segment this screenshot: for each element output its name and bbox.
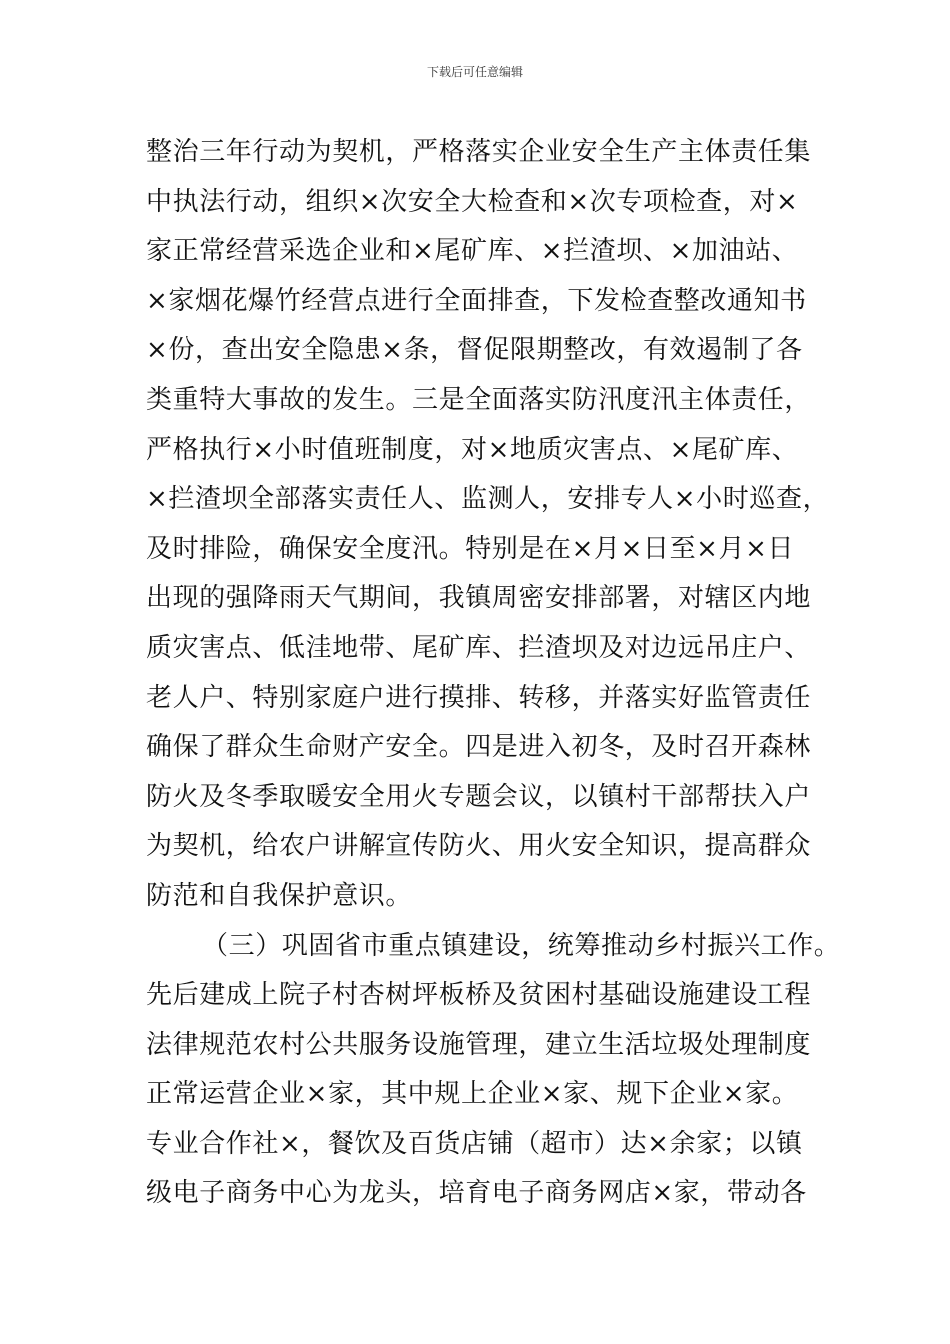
text-line: 先后建成上院子村杏树坪板桥及贫困村基础设施建设工程 bbox=[146, 980, 812, 1011]
text-line: 为契机，给农户讲解宣传防火、用火安全知识，提高群众 bbox=[146, 831, 812, 862]
text-line: 整治三年行动为契机，严格落实企业安全生产主体责任集 bbox=[146, 137, 812, 167]
text-line: 防范和自我保护意识。 bbox=[146, 880, 413, 911]
text-line: 质灾害点、低洼地带、尾矿库、拦渣坝及对边远吊庄户、 bbox=[146, 632, 812, 663]
text-line: 级电子商务中心为龙头，培育电子商务网店×家，带动各 bbox=[146, 1178, 807, 1209]
text-line: 确保了群众生命财产安全。四是进入初冬，及时召开森林 bbox=[146, 732, 812, 763]
page-header: 下载后可任意编辑 bbox=[426, 65, 523, 79]
text-line: 中执法行动，组织×次安全大检查和×次专项检查，对× bbox=[146, 186, 799, 217]
text-line: 类重特大事故的发生。三是全面落实防汛度汛主体责任， bbox=[146, 384, 812, 415]
text-line: 法律规范农村公共服务设施管理，建立生活垃圾处理制度 bbox=[146, 1029, 812, 1060]
text-line: 及时排险，确保安全度汛。特别是在×月×日至×月×日 bbox=[146, 533, 795, 564]
text-line: ×拦渣坝全部落实责任人、监测人，安排专人×小时巡查， bbox=[146, 484, 830, 515]
text-line: 专业合作社×，餐饮及百货店铺（超市）达×余家；以镇 bbox=[146, 1128, 803, 1159]
text-line: ×份，查出安全隐患×条，督促限期整改，有效遏制了各 bbox=[146, 335, 803, 366]
section-heading-line: （三）巩固省市重点镇建设，统筹推动乡村振兴工作。 bbox=[202, 930, 841, 961]
text-line: 出现的强降雨天气期间，我镇周密安排部署，对辖区内地 bbox=[146, 583, 812, 614]
text-line: 家正常经营采选企业和×尾矿库、×拦渣坝、×加油站、 bbox=[146, 236, 799, 267]
document-body bbox=[146, 128, 841, 1219]
text-line: 正常运营企业×家，其中规上企业×家、规下企业×家。 bbox=[146, 1079, 799, 1110]
text-line: 严格执行×小时值班制度，对×地质灾害点、×尾矿库、 bbox=[146, 434, 799, 465]
text-line: 老人户、特别家庭户进行摸排、转移，并落实好监管责任 bbox=[146, 682, 812, 713]
text-line: ×家烟花爆竹经营点进行全面排查，下发检查整改通知书 bbox=[146, 285, 807, 316]
text-line: 防火及冬季取暖安全用火专题会议，以镇村干部帮扶入户 bbox=[146, 781, 812, 812]
